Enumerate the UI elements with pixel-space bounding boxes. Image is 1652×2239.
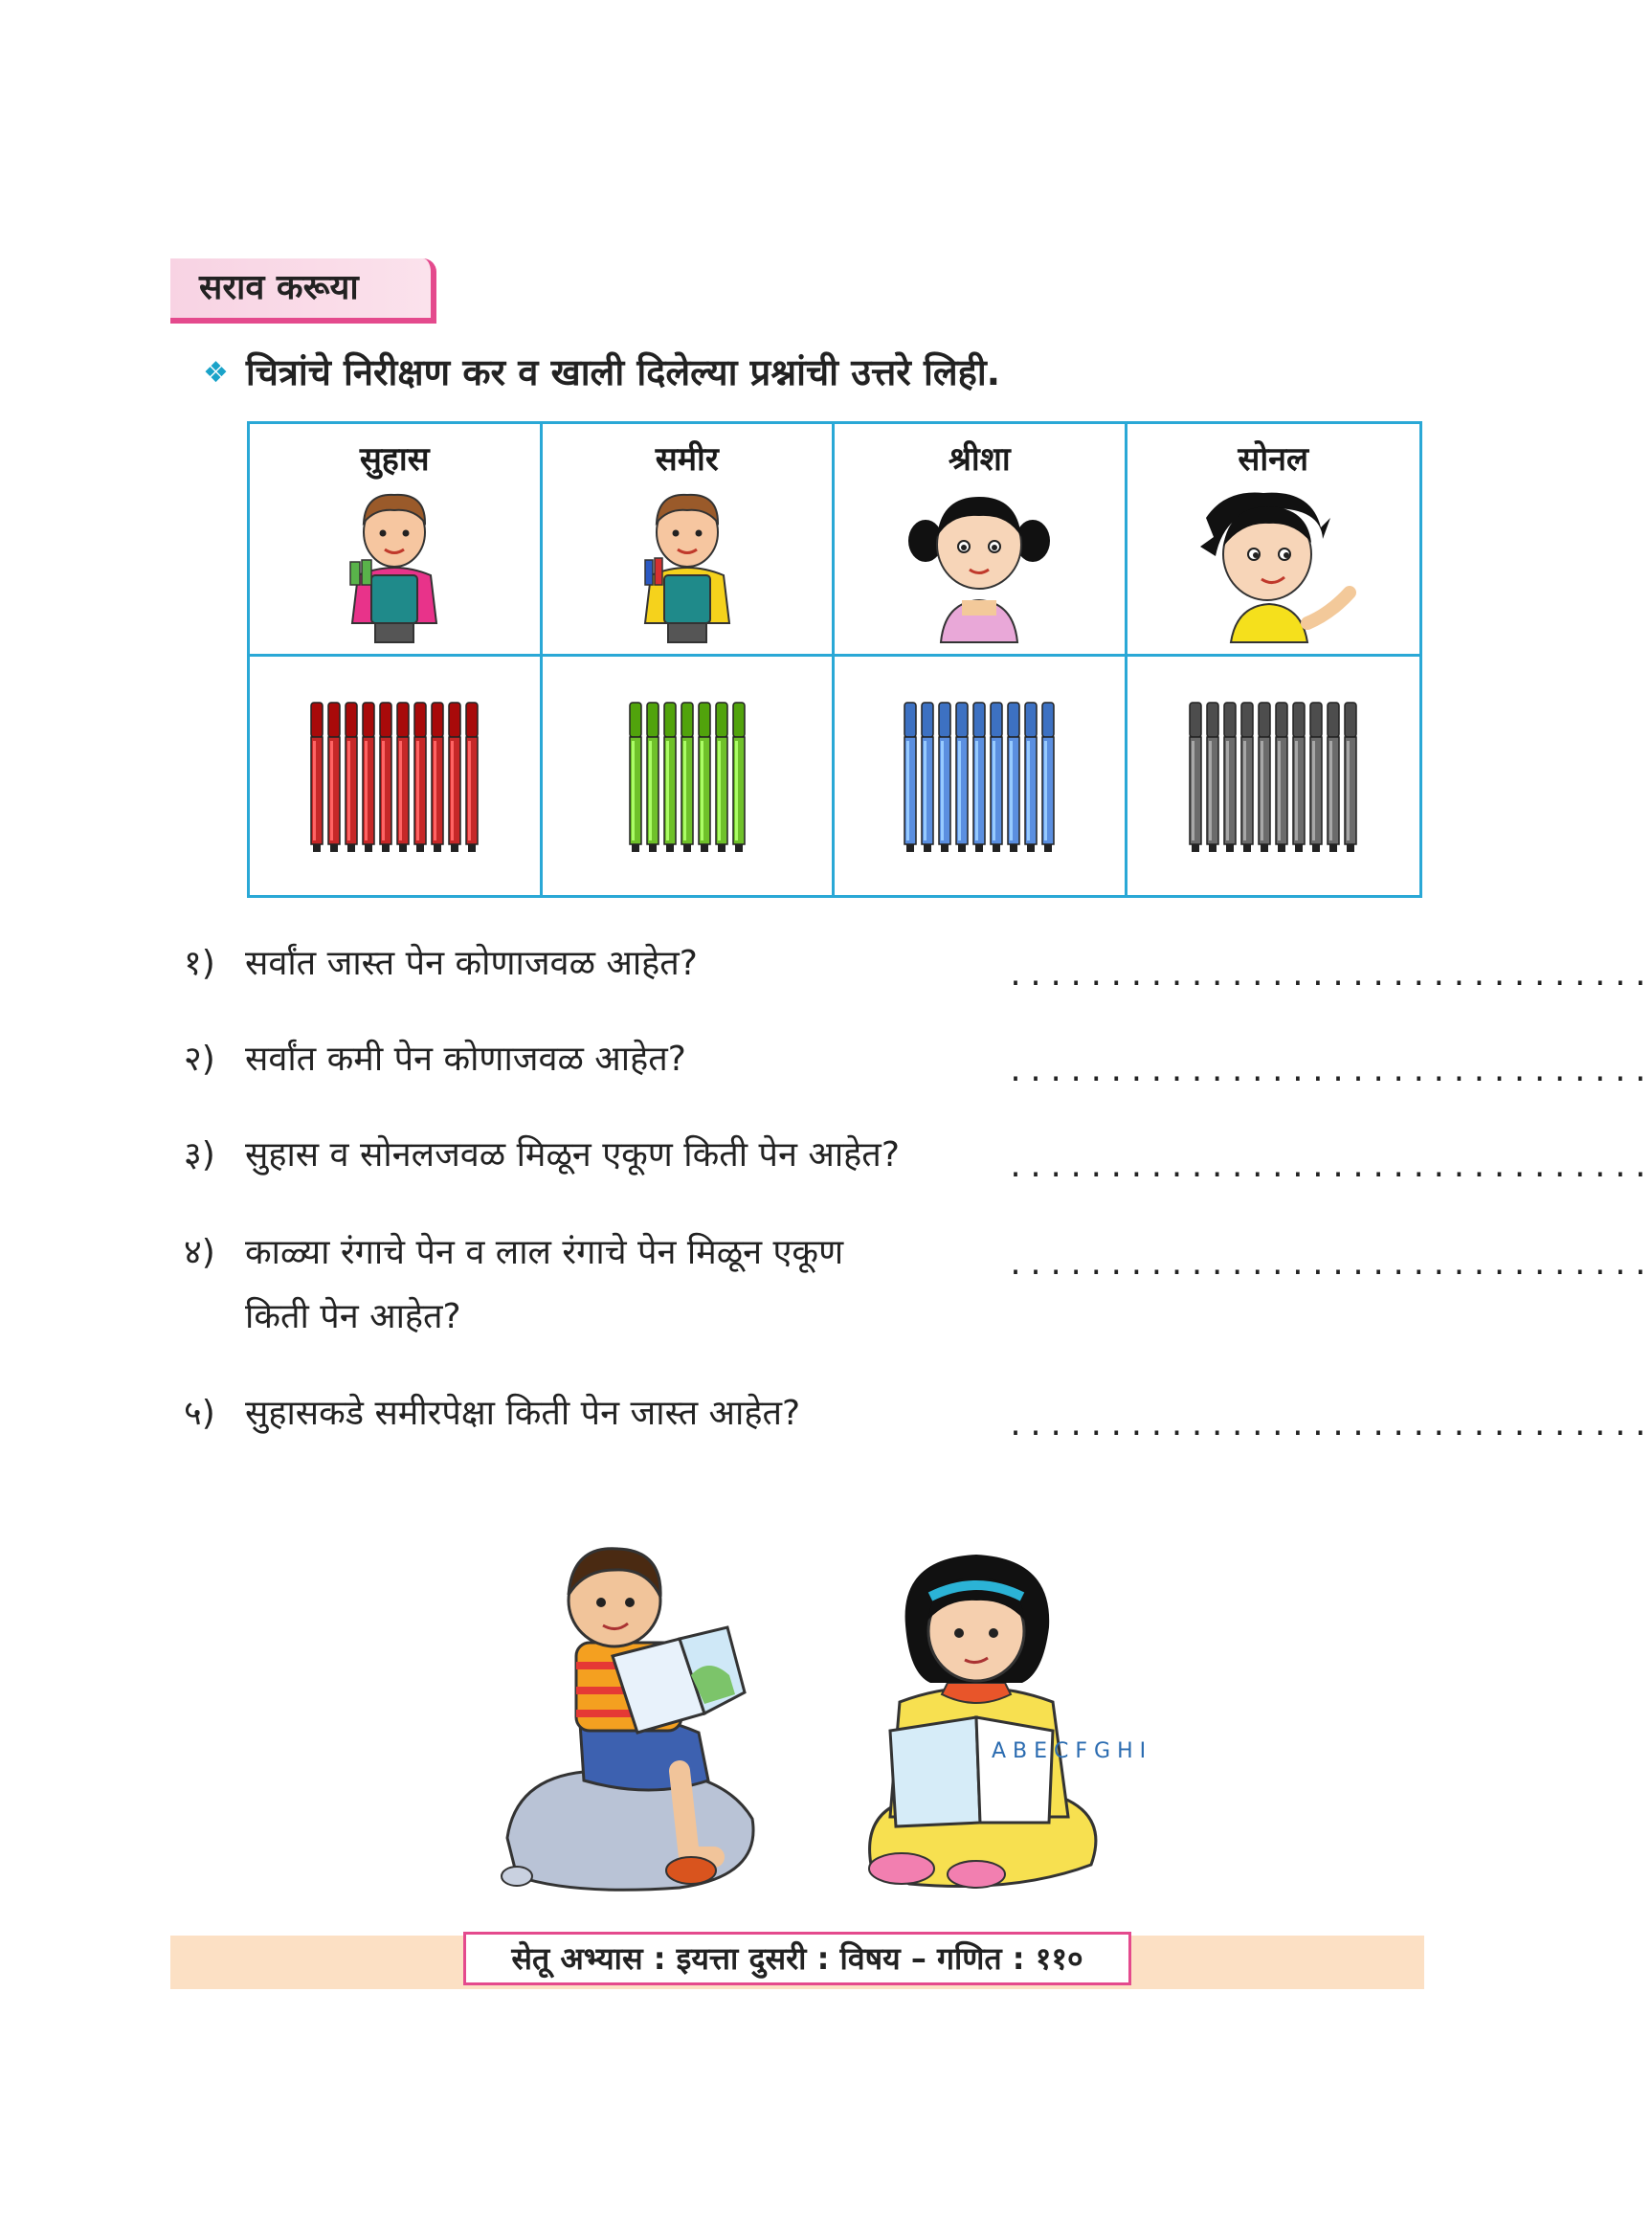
boy-holding-book-icon [337, 480, 452, 647]
pen [699, 703, 710, 852]
question-number: ५) [184, 1394, 215, 1433]
child-cell-sonal [1127, 424, 1420, 657]
pen [1008, 703, 1019, 852]
pen [380, 703, 391, 852]
girl-reading-book-icon [852, 1539, 1147, 1903]
pen [466, 703, 478, 852]
pen [1224, 703, 1236, 852]
answer-blank-4[interactable]: ................................ [1007, 1248, 1652, 1282]
pen [647, 703, 659, 852]
pen [1328, 703, 1339, 852]
question-number: ३) [184, 1135, 215, 1175]
answer-blank-3[interactable]: ................................ [1007, 1151, 1652, 1184]
pen [1190, 703, 1201, 852]
question-text: सर्वांत कमी पेन कोणाजवळ आहेत? [245, 1040, 686, 1079]
pen [1345, 703, 1356, 852]
pen-group [630, 703, 745, 852]
pen [1207, 703, 1218, 852]
pen [311, 703, 323, 852]
section-title: सराव करूया [170, 258, 436, 324]
child-name: श्रीशा [948, 440, 1011, 479]
child-cell-shrisha [835, 424, 1127, 657]
question-1 [184, 938, 698, 985]
question-number: ४) [184, 1233, 215, 1272]
answer-blank-5[interactable]: ................................ [1007, 1409, 1652, 1443]
pen-cell-samir [543, 657, 836, 895]
pen [328, 703, 340, 852]
pen [1025, 703, 1037, 852]
pen [346, 703, 357, 852]
pen-cell-shrisha [835, 657, 1127, 895]
pen [363, 703, 374, 852]
pen [733, 703, 745, 852]
question-5 [184, 1388, 800, 1435]
question-text: काळ्या रंगाचे पेन व लाल रंगाचे पेन मिळून एकूण [245, 1233, 844, 1272]
book-letters: A B E C F G H I [992, 1739, 1147, 1763]
pen-grid [247, 421, 1422, 898]
pen [432, 703, 443, 852]
diamond-bullet-icon: ❖ [203, 356, 229, 390]
child-cell-samir [543, 424, 836, 657]
answer-blank-1[interactable]: ................................ [1007, 959, 1652, 993]
pen-cell-sonal [1127, 657, 1420, 895]
question-text-line2: किती पेन आहेत? [245, 1297, 461, 1336]
footer-text: सेतू अभ्यास : इयत्ता दुसरी : विषय – गणित : ११० [463, 1932, 1131, 1985]
pen-group [1190, 703, 1356, 852]
question-number: २) [184, 1040, 215, 1079]
child-cell-suhas [250, 424, 543, 657]
pen-group [311, 703, 478, 852]
pen [939, 703, 950, 852]
pen [1259, 703, 1270, 852]
pen [991, 703, 1002, 852]
pen [681, 703, 693, 852]
question-text: सुहासकडे समीरपेक्षा किती पेन जास्त आहेत? [245, 1394, 801, 1433]
instruction [203, 347, 1000, 396]
pen [630, 703, 641, 852]
pen [449, 703, 460, 852]
answer-blank-2[interactable]: ................................ [1007, 1055, 1652, 1088]
pen [1241, 703, 1253, 852]
pen [1042, 703, 1054, 852]
question-3 [184, 1130, 900, 1176]
pen [716, 703, 727, 852]
pen [1276, 703, 1287, 852]
question-number: १) [184, 944, 215, 983]
question-text: सुहास व सोनलजवळ मिळून एकूण किती पेन आहेत? [245, 1135, 900, 1175]
pen [1310, 703, 1322, 852]
girl-pigtails-icon [903, 480, 1056, 642]
question-text: सर्वांत जास्त पेन कोणाजवळ आहेत? [245, 944, 698, 983]
pen-cell-suhas [250, 657, 543, 895]
pen-group [904, 703, 1054, 852]
boy-holding-book-icon [630, 480, 745, 647]
boy-reading-on-rock-icon [488, 1532, 766, 1905]
child-name: सोनल [1238, 440, 1309, 479]
girl-waving-icon [1187, 480, 1359, 642]
child-name: समीर [655, 440, 719, 479]
pen [904, 703, 916, 852]
pen [664, 703, 676, 852]
pen [922, 703, 933, 852]
instruction-text: चित्रांचे निरीक्षण कर व खाली दिलेल्या प्रश्नांची उत्तरे लिही. [245, 351, 1001, 393]
pen [397, 703, 409, 852]
question-4 [184, 1227, 843, 1338]
pen [973, 703, 985, 852]
question-2 [184, 1034, 686, 1081]
child-name: सुहास [359, 440, 430, 479]
pen [1293, 703, 1305, 852]
pen [414, 703, 426, 852]
pen [956, 703, 968, 852]
